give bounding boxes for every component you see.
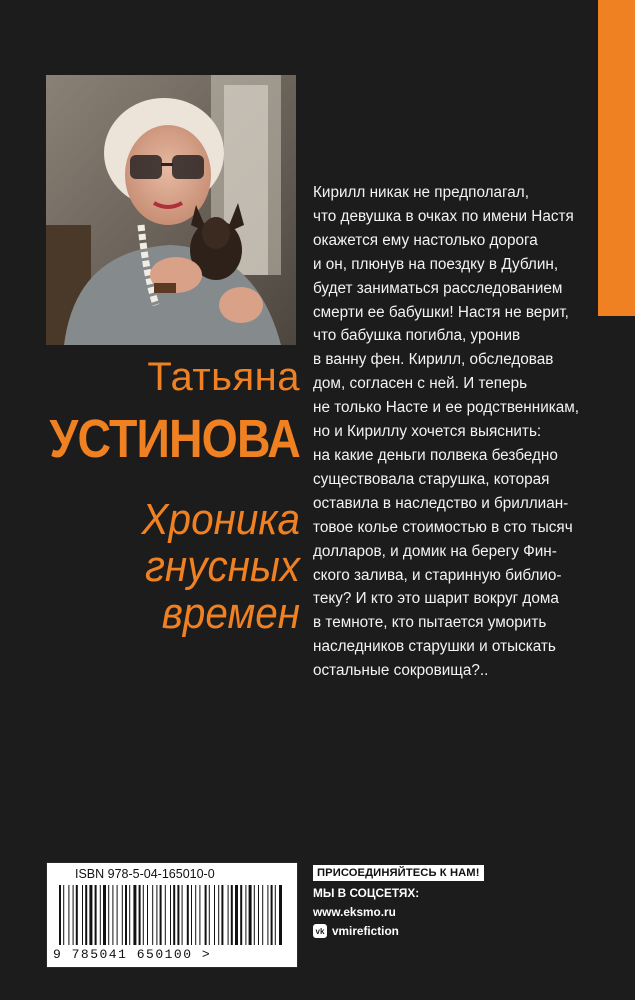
blurb-line: наследников старушки и отыскать [313, 638, 556, 656]
blurb-line: что девушка в очках по имени Настя [313, 207, 574, 225]
social-block [313, 863, 484, 938]
blurb-line: оставила в наследство и бриллиан- [313, 494, 569, 512]
title-line: Хроника [141, 495, 300, 544]
book-title [24, 496, 300, 637]
vk-icon: vk [313, 924, 327, 938]
blurb-line: Кирилл никак не предполагал, [313, 184, 529, 201]
vk-link[interactable] [313, 924, 484, 938]
blurb-line: товое колье стоимостью в сто тысяч [313, 518, 573, 536]
blurb-line: существовала старушка, которая [313, 470, 550, 488]
blurb-line: теку? И кто это шарит вокруг дома [313, 590, 559, 608]
blurb-line: на какие деньги полвека безбедно [313, 446, 558, 464]
website-link[interactable]: www.eksmo.ru [313, 905, 396, 919]
vk-handle: vmirefiction [332, 924, 399, 938]
blurb-line: дом, согласен с ней. И теперь [313, 375, 528, 393]
author-photo [46, 75, 296, 345]
author-first-name: Татьяна [147, 355, 300, 399]
isbn-number: ISBN 978-5-04-165010-0 [75, 867, 215, 881]
blurb-line: ского залива, и старинную библио- [313, 566, 562, 584]
barcode-panel [46, 862, 298, 968]
barcode-digits: 9 785041 650100 > [53, 947, 212, 962]
barcode-icon [53, 885, 291, 947]
book-blurb [313, 181, 593, 683]
title-line: времен [161, 589, 300, 638]
blurb-line: будет заниматься расследованием [313, 279, 563, 297]
networks-label: МЫ В СОЦСЕТЯХ: [313, 886, 420, 900]
blurb-line: и он, плюнув на поездку в Дублин, [313, 255, 559, 273]
accent-strip [598, 0, 635, 316]
blurb-line: что бабушка погибла, уронив [313, 327, 521, 345]
blurb-line: остальные сокровища?.. [313, 662, 489, 680]
blurb-line: окажется ему настолько дорога [313, 231, 538, 249]
blurb-line: но и Кириллу хочется выяснить: [313, 423, 542, 441]
blurb-line: в ванну фен. Кирилл, обследовав [313, 351, 554, 369]
blurb-line: в темноте, кто пытается уморить [313, 614, 547, 632]
author-last-name: УСТИНОВА [49, 409, 300, 469]
join-badge: ПРИСОЕДИНЯЙТЕСЬ К НАМ! [313, 865, 484, 881]
blurb-line: долларов, и домик на берегу Фин- [313, 542, 557, 560]
blurb-line: не только Насте и ее родственникам, [313, 399, 580, 417]
title-line: гнусных [144, 542, 300, 591]
blurb-line: смерти ее бабушки! Настя не верит, [313, 303, 569, 321]
